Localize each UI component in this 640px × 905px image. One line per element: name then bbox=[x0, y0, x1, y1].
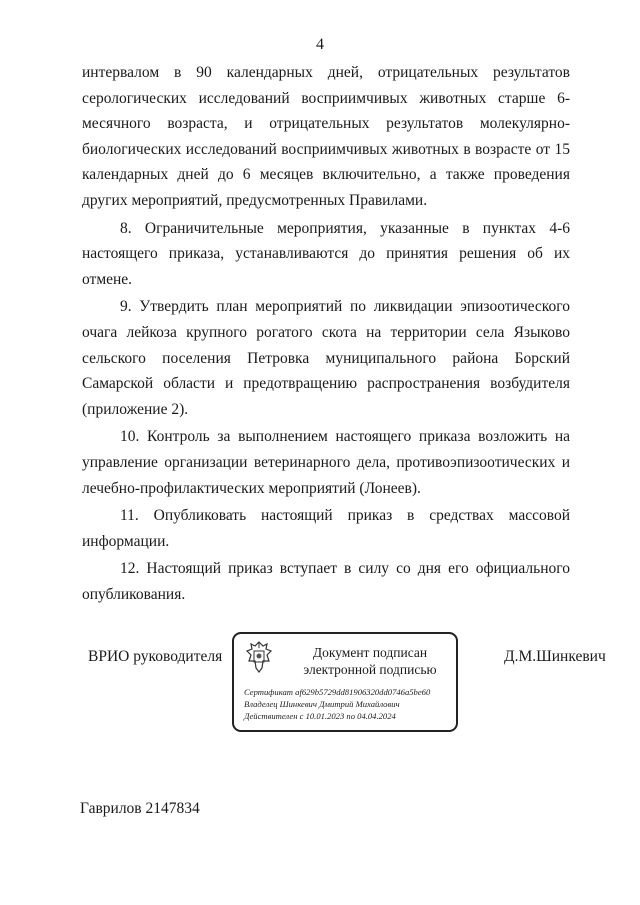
paragraph-continuation: интервалом в 90 календарных дней, отрицательных результатов серологических исследований восприимчивых животных старше 6-месячного возраста, и отрицательных результатов молекулярно-биологических исследований восприимчивых животных в возрасте от 15 календарных дней до 6 месяцев включительно, а также проведения других мероприятий, предусмотренных Правилами. bbox=[82, 64, 570, 209]
executor-note: Гаврилов 2147834 bbox=[80, 800, 200, 817]
order-body bbox=[82, 60, 570, 609]
stamp-certificate: Сертификат af629b5729dd81906320dd0746a5be60 bbox=[244, 687, 431, 697]
paragraph-11: 11. Опубликовать настоящий приказ в средствах массовой информации. bbox=[82, 507, 570, 550]
signatory-position: ВРИО руководителя bbox=[88, 648, 223, 665]
signatory-name: Д.М.Шинкевич bbox=[504, 648, 606, 665]
coat-of-arms-icon bbox=[244, 640, 274, 674]
stamp-validity: Действителен с 10.01.2023 по 04.04.2024 bbox=[244, 711, 396, 721]
stamp-owner: Владелец Шинкевич Дмитрий Михайлович bbox=[244, 699, 400, 709]
paragraph-12: 12. Настоящий приказ вступает в силу со дня его официального опубликования. bbox=[82, 560, 570, 603]
stamp-title bbox=[286, 644, 454, 678]
paragraph-10: 10. Контроль за выполнением настоящего приказа возложить на управление организации ветеринарного дела, противоэпизоотических и лечебно-профилактических мероприятий (Лонеев). bbox=[82, 428, 570, 497]
electronic-signature-stamp bbox=[232, 632, 458, 732]
paragraph-9: 9. Утвердить план мероприятий по ликвидации эпизоотического очага лейкоза крупного рогатого скота на территории села Языково сельского поселения Петровка муниципального района Борский Самарской области и предотвращению распространения возбудителя (приложение 2). bbox=[82, 298, 570, 418]
stamp-title-line2: электронной подписью bbox=[303, 662, 437, 677]
page-number: 4 bbox=[316, 36, 324, 53]
paragraph-8: 8. Ограничительные мероприятия, указанные в пунктах 4-6 настоящего приказа, устанавливаются до принятия решения об их отмене. bbox=[82, 219, 570, 288]
stamp-title-line1: Документ подписан bbox=[312, 645, 428, 660]
